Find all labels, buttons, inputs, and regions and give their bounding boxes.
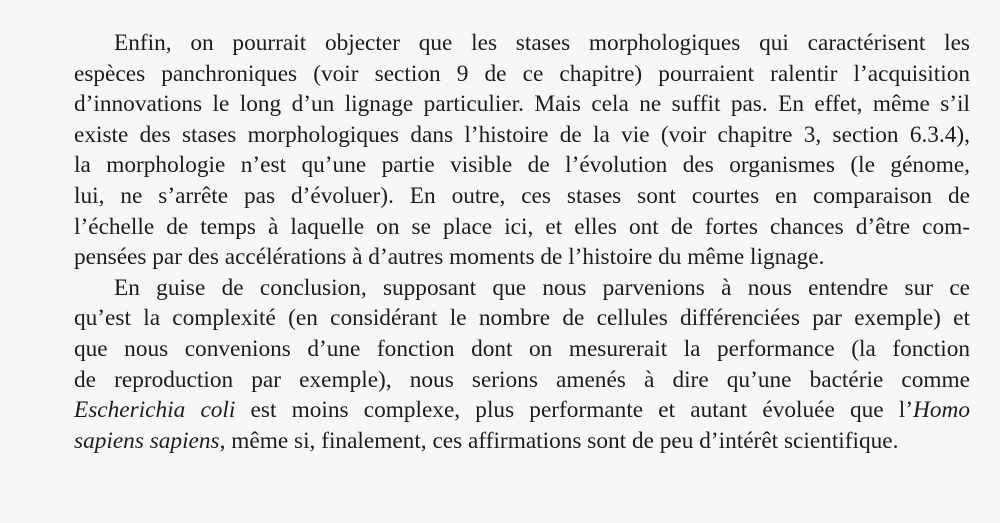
text-line	[74, 365, 970, 396]
text-line	[74, 150, 970, 181]
text-run: pensées par des accélérations à d’autres moments de l’histoire du même lignage.	[74, 244, 825, 271]
text-line	[74, 89, 970, 120]
text-line	[74, 181, 970, 212]
italic-text: sapiens sapiens	[74, 427, 220, 454]
text-line	[74, 426, 970, 457]
text-line	[74, 212, 970, 243]
text-run: lui, ne s’arrête pas d’évoluer). En outre, ces stases sont courtes en comparaison de	[74, 182, 970, 209]
text-line	[74, 334, 970, 365]
text-run: la morphologie n’est qu’une partie visible de l’évolution des organismes (le génome,	[74, 152, 970, 179]
text-run: Enfin, on pourrait objecter que les stases morphologiques qui caractérisent les	[114, 30, 970, 56]
italic-text: Escherichia coli	[74, 397, 236, 424]
text-run: est moins complexe, plus performante et autant évoluée que l’	[235, 397, 914, 424]
text-run: qu’est la complexité (en considérant le nombre de cellules différenciées par exemple) et	[74, 305, 970, 332]
text-run: existe des stases morphologiques dans l’histoire de la vie (voir chapitre 3, section 6.3.4),	[74, 121, 970, 148]
text-run: , même si, finalement, ces affirmations sont de peu d’intérêt scientifique.	[219, 427, 899, 454]
text-run: l’échelle de temps à laquelle on se place ici, et elles ont de fortes chances d’être com-	[74, 213, 970, 240]
text-line	[74, 303, 970, 334]
text-run: espèces panchroniques (voir section 9 de ce chapitre) pourraient ralentir l’acquisition	[74, 60, 970, 87]
italic-text: Homo	[913, 397, 970, 424]
text-run: que nous convenions d’une fonction dont on mesurerait la performance (la fonction	[74, 335, 970, 362]
text-line	[74, 395, 970, 426]
paragraph-2	[74, 273, 970, 457]
text-run: de reproduction par exemple), nous serions amenés à dire qu’une bactérie comme	[74, 366, 970, 393]
text-line	[74, 28, 970, 59]
text-line	[74, 59, 970, 90]
text-run: d’innovations le long d’un lignage particulier. Mais cela ne suffit pas. En effet, même s’il	[74, 91, 970, 118]
text-line	[74, 120, 970, 151]
paragraph-1	[74, 28, 970, 273]
text-run: En guise de conclusion, supposant que nous parvenions à nous entendre sur ce	[114, 274, 970, 301]
text-line	[74, 273, 970, 304]
text-line	[74, 242, 970, 273]
